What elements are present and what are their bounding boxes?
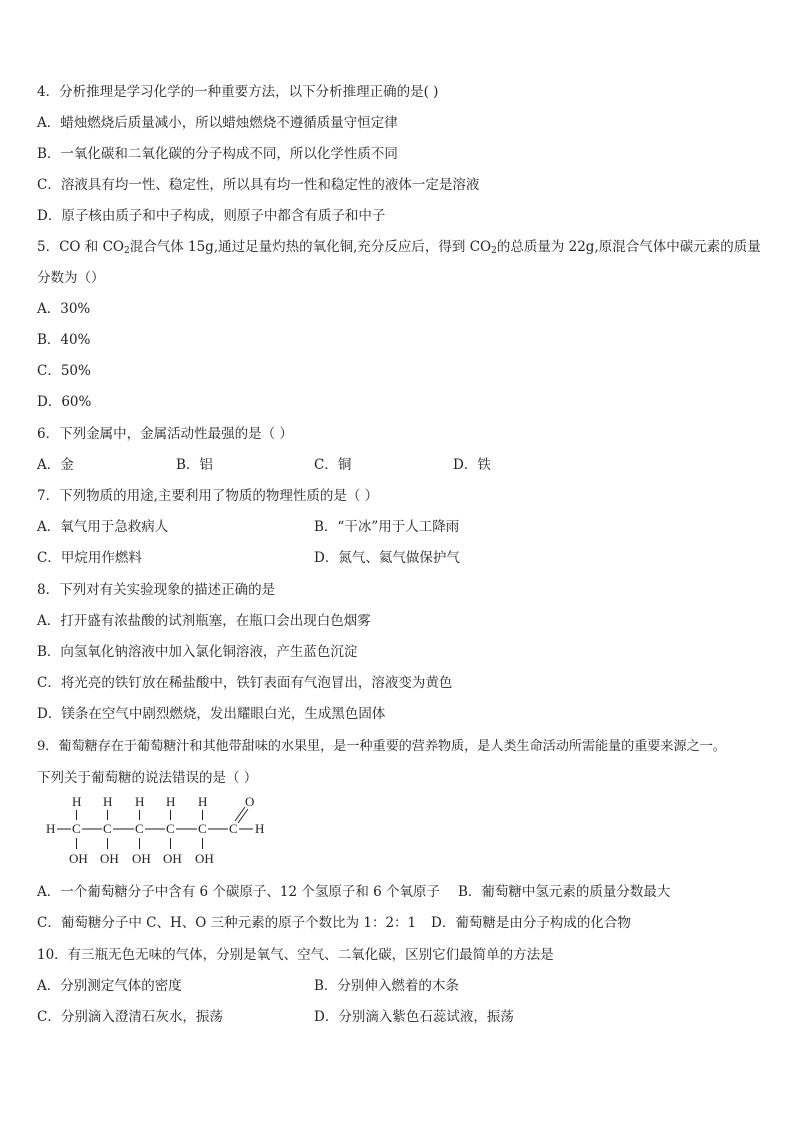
- formula-atom-c: C: [166, 821, 175, 836]
- q10-option-b: B．分别伸入燃着的木条: [314, 978, 459, 994]
- formula-group-oh: OH: [132, 851, 151, 866]
- formula-atom-h: H: [103, 794, 113, 809]
- q9-option-c: C．葡萄糖分子中 C、H、O 三种元素的原子个数比为 1：2：1: [37, 915, 417, 931]
- q10-stem: 10．有三瓶无色无味的气体，分别是氧气、空气、二氧化碳，区别它们最简单的方法是: [37, 947, 554, 963]
- q4-stem: 4．分析推理是学习化学的一种重要方法，以下分析推理正确的是( ): [37, 84, 439, 100]
- q8-option-a: A．打开盛有浓盐酸的试剂瓶塞，在瓶口会出现白色烟雾: [37, 613, 371, 629]
- formula-atom-c: C: [198, 821, 207, 836]
- q6-option-c: C．铜: [314, 457, 352, 473]
- q8-option-b: B．向氢氧化钠溶液中加入氯化铜溶液，产生蓝色沉淀: [37, 644, 358, 660]
- q8-stem: 8．下列对有关实验现象的描述正确的是: [37, 582, 276, 598]
- q5-option-b: B．40%: [37, 332, 91, 348]
- formula-atom-c: C: [103, 821, 112, 836]
- q10-option-d: D．分别滴入紫色石蕊试液，振荡: [314, 1009, 514, 1025]
- formula-atom-o: O: [245, 794, 255, 809]
- q6-option-d: D．铁: [453, 457, 491, 473]
- q4-option-c: C．溶液具有均一性、稳定性，所以具有均一性和稳定性的液体一定是溶液: [37, 177, 480, 193]
- formula-group-oh: OH: [163, 851, 182, 866]
- formula-double-bond: [238, 809, 248, 823]
- q5-stem-line2: 分数为（）: [37, 270, 105, 286]
- q4-option-d: D．原子核由质子和中子构成，则原子中都含有质子和中子: [37, 208, 386, 224]
- formula-atom-h: H: [46, 821, 56, 836]
- formula-group-oh: OH: [100, 851, 119, 866]
- q5-stem: 5．CO 和 $CO_2$混合气体 15g,通过足量灼热的氧化铜,充分反应后，得到 $CO_2$的总质量为 22g,原混合气体中碳元素的质量: [37, 239, 761, 256]
- q9-option-b: B．葡萄糖中氢元素的质量分数最大: [458, 884, 671, 900]
- q5-option-c: C．50%: [37, 363, 91, 379]
- formula-group-oh: OH: [195, 851, 214, 866]
- formula-atom-c: C: [229, 821, 238, 836]
- q10-option-a: A．分别测定气体的密度: [37, 978, 182, 994]
- formula-atom-c: C: [135, 821, 144, 836]
- q7-option-b: B．“干冰”用于人工降雨: [314, 519, 460, 535]
- q4-option-b: B．一氧化碳和二氧化碳的分子构成不同，所以化学性质不同: [37, 146, 398, 162]
- q7-stem: 7．下列物质的用途,主要利用了物质的物理性质的是（ ）: [37, 488, 379, 504]
- formula-atom-h: H: [72, 794, 82, 809]
- formula-atom-h: H: [198, 794, 208, 809]
- q7-option-d: D．氮气、氦气做保护气: [314, 550, 460, 566]
- q5-option-d: D．60%: [37, 394, 92, 410]
- q6-option-a: A．金: [37, 457, 74, 473]
- formula-atom-h: H: [135, 794, 145, 809]
- q7-option-a: A．氧气用于急救病人: [37, 519, 169, 535]
- q7-option-c: C．甲烷用作燃料: [37, 550, 142, 566]
- q9-stem-line2: 下列关于葡萄糖的说法错误的是（ ）: [37, 770, 258, 786]
- formula-atom-c: C: [72, 821, 81, 836]
- q9-option-d: D．葡萄糖是由分子构成的化合物: [431, 915, 631, 931]
- formula-group-oh: OH: [69, 851, 88, 866]
- q5-option-a: A．30%: [37, 301, 91, 317]
- q6-option-b: B．铝: [176, 457, 213, 473]
- formula-atom-h: H: [166, 794, 176, 809]
- q8-option-c: C．将光亮的铁钉放在稀盐酸中，铁钉表面有气泡冒出，溶液变为黄色: [37, 675, 453, 691]
- q4-option-a: A．蜡烛燃烧后质量减小，所以蜡烛燃烧不遵循质量守恒定律: [37, 115, 398, 131]
- q8-option-d: D．镁条在空气中剧烈燃烧，发出耀眼白光，生成黑色固体: [37, 706, 386, 722]
- q10-option-c: C．分别滴入澄清石灰水，振荡: [37, 1009, 223, 1025]
- glucose-structural-formula: [42, 793, 282, 867]
- q6-stem: 6．下列金属中，金属活动性最强的是（ ）: [37, 426, 293, 442]
- q9-option-a: A．一个葡萄糖分子中含有 6 个碳原子、12 个氢原子和 6 个氧原子: [37, 884, 441, 900]
- q9-stem: 9．葡萄糖存在于葡萄糖汁和其他带甜味的水果里，是一种重要的营养物质，是人类生命活动所需能量的重要来源之一。: [37, 739, 726, 754]
- formula-atom-h: H: [255, 821, 265, 836]
- formula-double-bond: [235, 807, 245, 821]
